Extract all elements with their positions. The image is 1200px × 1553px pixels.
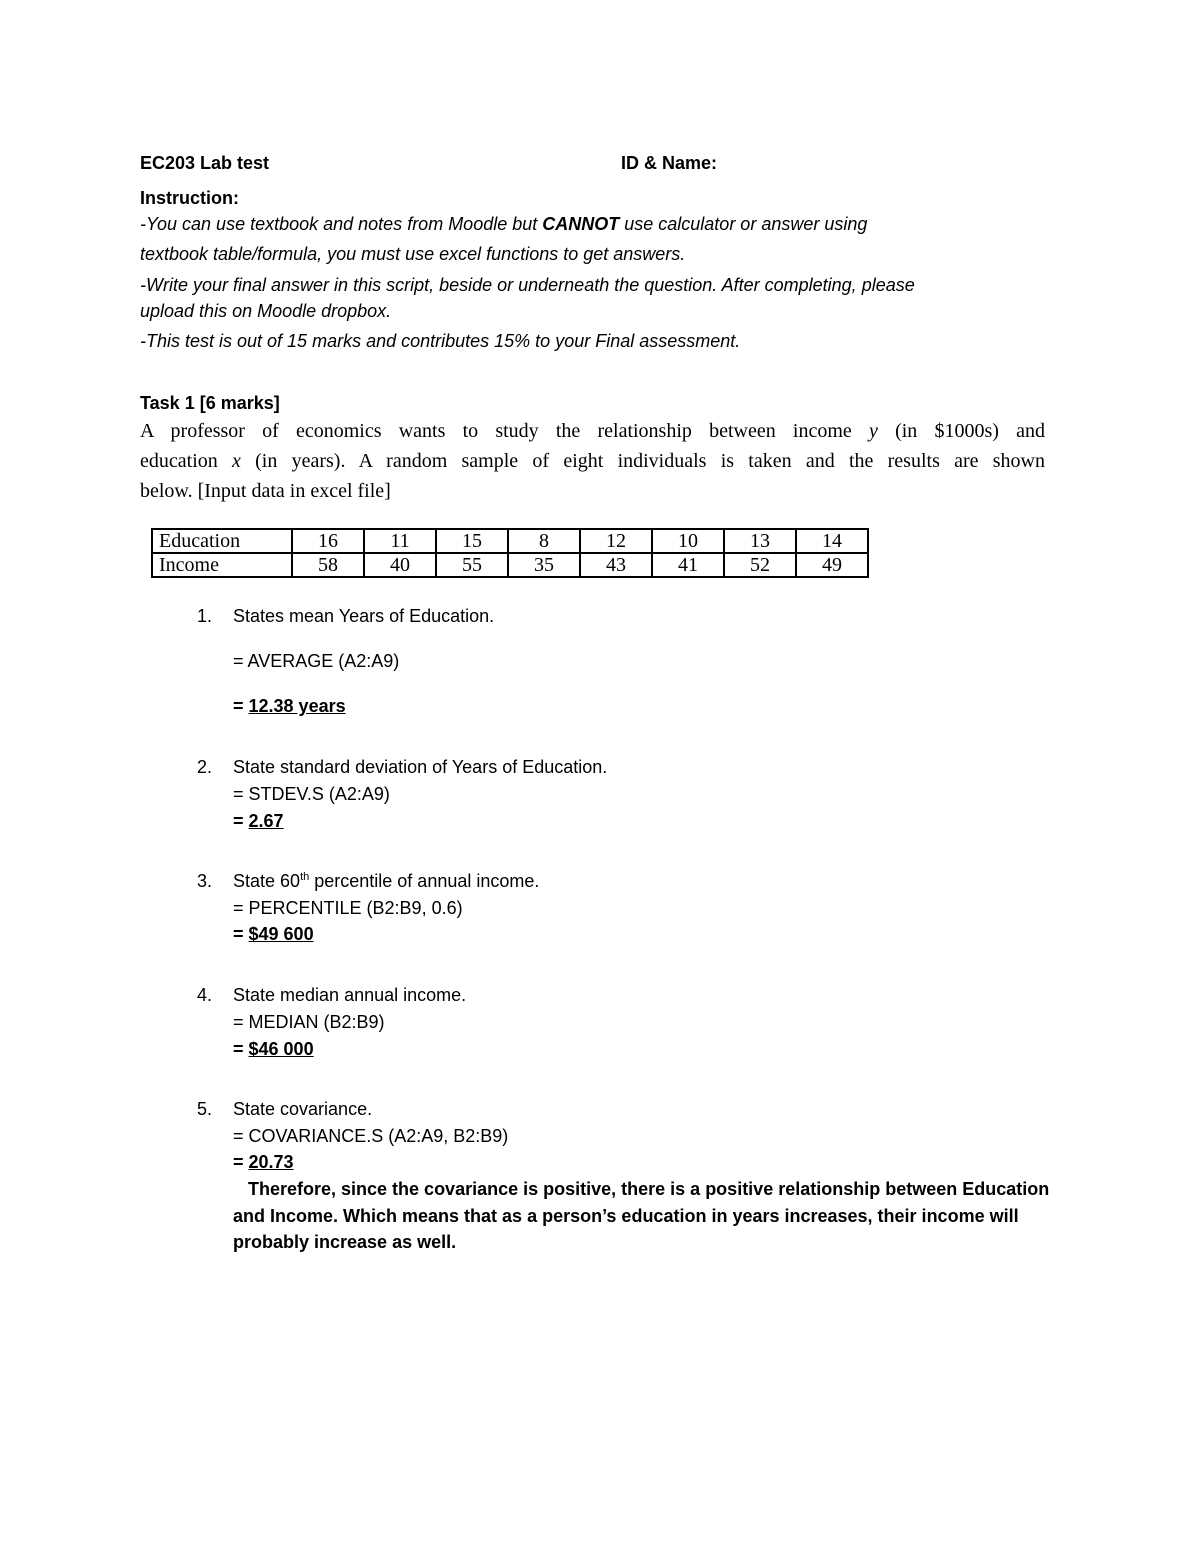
question-5-text: State covariance.: [233, 1099, 373, 1119]
table-cell: 13: [724, 529, 796, 553]
question-1-formula: = AVERAGE (A2:A9): [233, 651, 400, 671]
table-cell: 11: [364, 529, 436, 553]
question-1-number: 1.: [197, 606, 213, 626]
table-cell: 8: [508, 529, 580, 553]
question-5-number: 5.: [197, 1099, 213, 1119]
question-2-answer: 2.67: [248, 811, 284, 831]
task-paragraph-line-1: A professor of economics wants to study the relationship between income y (in $1000s) and: [140, 420, 1045, 442]
table-cell: 12: [580, 529, 652, 553]
question-5-formula: = COVARIANCE.S (A2:A9, B2:B9): [233, 1126, 509, 1146]
table-cell: 14: [796, 529, 868, 553]
question-5-answer: 20.73: [248, 1152, 294, 1172]
question-1-answer: 12.38 years: [248, 696, 346, 716]
task-heading: Task 1 [6 marks]: [140, 393, 280, 413]
question-2-number: 2.: [197, 757, 213, 777]
table-cell: 52: [724, 553, 796, 577]
question-4-number: 4.: [197, 985, 213, 1005]
table-cell: 58: [292, 553, 364, 577]
table-cell: 15: [436, 529, 508, 553]
id-name-label: ID & Name:: [621, 153, 718, 173]
instruction-line-5: -This test is out of 15 marks and contributes 15% to your Final assessment.: [140, 331, 741, 351]
table-cell: 55: [436, 553, 508, 577]
table-cell: 41: [652, 553, 724, 577]
table-cell: 16: [292, 529, 364, 553]
question-3-answer: $49 600: [248, 924, 314, 944]
question-1-text: States mean Years of Education.: [233, 606, 495, 626]
table-row-income: [152, 553, 868, 577]
question-4-text: State median annual income.: [233, 985, 467, 1005]
table-cell: 40: [364, 553, 436, 577]
instruction-line-4: upload this on Moodle dropbox.: [140, 301, 392, 321]
instruction-line-1: -You can use textbook and notes from Moodle but CANNOT use calculator or answer using: [140, 214, 868, 234]
question-1-answer-line: = 12.38 years: [233, 696, 346, 716]
table-cell-label: Education: [152, 529, 292, 553]
question-3-number: 3.: [197, 871, 213, 891]
table-cell: 43: [580, 553, 652, 577]
data-table: [151, 528, 869, 578]
table-cell-label: Income: [152, 553, 292, 577]
instruction-heading: Instruction:: [140, 188, 239, 208]
question-2-formula: = STDEV.S (A2:A9): [233, 784, 390, 804]
question-2-text: State standard deviation of Years of Education.: [233, 757, 608, 777]
task-paragraph-line-3: below. [Input data in excel file]: [140, 480, 391, 502]
task-paragraph-line-2: education x (in years). A random sample of eight individuals is taken and the results are shown: [140, 450, 1045, 472]
question-5-answer-line: = 20.73: [233, 1152, 294, 1172]
table-cell: 35: [508, 553, 580, 577]
question-5-conclusion: Therefore, since the covariance is positive, there is a positive relationship between Education and Income. Which means that as a person’s education in years increases, their income will probably increase as well.: [233, 1179, 1050, 1252]
question-2-answer-line: = 2.67: [233, 811, 284, 831]
task-paragraph: [140, 416, 1045, 506]
question-3-text: State 60th percentile of annual income.: [233, 871, 540, 891]
table-cell: 10: [652, 529, 724, 553]
course-title: EC203 Lab test: [140, 153, 270, 173]
instruction-line-3: -Write your final answer in this script, beside or underneath the question. After completing, please: [140, 275, 915, 295]
question-3-answer-line: = $49 600: [233, 924, 314, 944]
question-3-formula: = PERCENTILE (B2:B9, 0.6): [233, 898, 463, 918]
question-4-answer-line: = $46 000: [233, 1039, 314, 1059]
question-4-answer: $46 000: [248, 1039, 314, 1059]
instruction-line-2: textbook table/formula, you must use excel functions to get answers.: [140, 244, 686, 264]
question-4-formula: = MEDIAN (B2:B9): [233, 1012, 385, 1032]
table-row-education: [152, 529, 868, 553]
table-cell: 49: [796, 553, 868, 577]
